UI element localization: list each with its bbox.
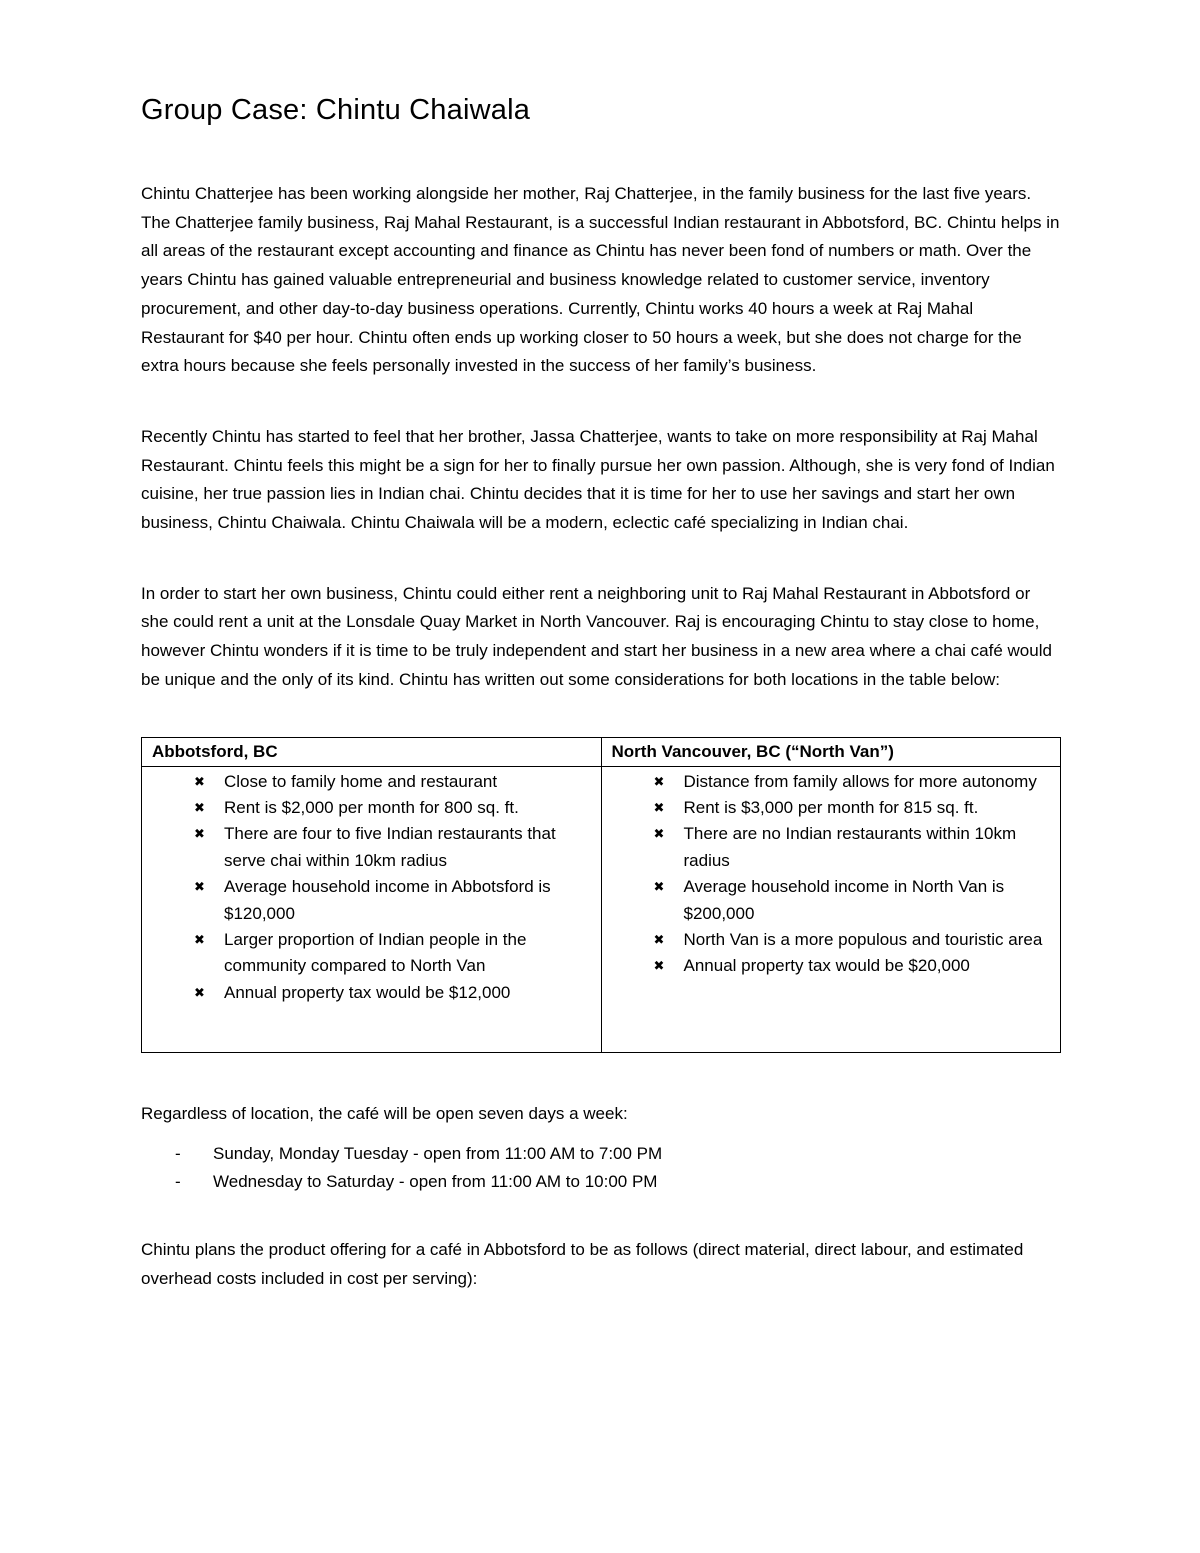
list-item: ✖ Rent is $2,000 per month for 800 sq. ft. xyxy=(152,795,591,821)
x-bullet-icon: ✖ xyxy=(194,826,205,842)
x-bullet-icon: ✖ xyxy=(194,773,205,789)
abbotsford-considerations-list xyxy=(152,769,591,1007)
column-header-north-van: North Vancouver, BC (“North Van”) xyxy=(601,737,1061,766)
list-item: ✖ Average household income in Abbotsford is $120,000 xyxy=(152,874,591,927)
list-item: ✖ North Van is a more populous and touristic area xyxy=(612,927,1051,953)
list-item: ✖ Rent is $3,000 per month for 815 sq. ft. xyxy=(612,795,1051,821)
schedule-intro: Regardless of location, the café will be open seven days a week: xyxy=(141,1103,628,1123)
list-item: - Wednesday to Saturday - open from 11:00 AM to 10:00 PM xyxy=(141,1168,1061,1196)
north-van-considerations-cell xyxy=(601,766,1061,1052)
document-title: Group Case: Chintu Chaiwala xyxy=(141,94,531,126)
list-item: ✖ Average household income in North Van is $200,000 xyxy=(612,874,1051,927)
list-item: ✖ Close to family home and restaurant xyxy=(152,769,591,795)
column-header-abbotsford: Abbotsford, BC xyxy=(142,737,602,766)
paragraph-motivation: Recently Chintu has started to feel that her brother, Jassa Chatterjee, wants to take on more responsibility at Raj Mahal Restaurant. Chintu feels this might be a sign for her to finally pursue her own passion. Although, she is very fond of Indian cuisine, her true passion lies in Indian chai. Chintu decides that it is time for her to use her savings and start her own business, Chintu Chaiwala. Chintu Chaiwala will be a modern, eclectic café specializing in Indian chai. xyxy=(141,426,1055,533)
list-item: - Sunday, Monday Tuesday - open from 11:00 AM to 7:00 PM xyxy=(141,1140,1061,1168)
list-item: ✖ There are no Indian restaurants within 10km radius xyxy=(612,821,1051,874)
x-bullet-icon: ✖ xyxy=(653,799,665,815)
north-van-considerations-list xyxy=(612,769,1051,980)
x-bullet-icon: ✖ xyxy=(194,984,205,1000)
document-page xyxy=(141,90,1061,1336)
location-comparison-table xyxy=(141,737,1061,1053)
list-item: ✖ Larger proportion of Indian people in the community compared to North Van xyxy=(152,927,591,980)
dash-bullet-icon: - xyxy=(175,1172,181,1192)
x-bullet-icon: ✖ xyxy=(653,931,665,947)
x-bullet-icon: ✖ xyxy=(653,773,665,789)
table-header-row xyxy=(142,737,1061,766)
list-item: ✖ There are four to five Indian restaurants that serve chai within 10km radius xyxy=(152,821,591,874)
x-bullet-icon: ✖ xyxy=(194,879,205,895)
list-item: ✖ Annual property tax would be $12,000 xyxy=(152,980,591,1006)
x-bullet-icon: ✖ xyxy=(653,958,665,974)
paragraph-location-options: In order to start her own business, Chintu could either rent a neighboring unit to Raj Mahal Restaurant in Abbotsford or she could rent a unit at the Lonsdale Quay Market in North Vancouver. Raj is encouraging Chintu to stay close to home, however Chintu wonders if it is time to be truly independent and start her business in a new area where a chai café would be unique and the only of its kind. Chintu has written out some considerations for both locations in the table below: xyxy=(141,583,1052,689)
paragraph-background: Chintu Chatterjee has been working alongside her mother, Raj Chatterjee, in the family business for the last five years. The Chatterjee family business, Raj Mahal Restaurant, is a successful Indian restaurant in Abbotsford, BC. Chintu helps in all areas of the restaurant except accounting and finance as Chintu has never been fond of numbers or math. Over the years Chintu has gained valuable entrepreneurial and business knowledge related to customer service, inventory procurement, and other day-to-day business operations. Currently, Chintu works 40 hours a week at Raj Mahal Restaurant for $40 per hour. Chintu often ends up working closer to 50 hours a week, but she does not charge for the extra hours because she feels personally invested in the success of her family’s business. xyxy=(141,184,1060,376)
x-bullet-icon: ✖ xyxy=(194,931,205,947)
list-item: ✖ Distance from family allows for more autonomy xyxy=(612,769,1051,795)
list-item: ✖ Annual property tax would be $20,000 xyxy=(612,953,1051,979)
dash-bullet-icon: - xyxy=(175,1144,181,1164)
schedule-list xyxy=(141,1140,1061,1196)
x-bullet-icon: ✖ xyxy=(194,799,205,815)
abbotsford-considerations-cell xyxy=(142,766,602,1052)
x-bullet-icon: ✖ xyxy=(653,879,665,895)
paragraph-product-offering: Chintu plans the product offering for a café in Abbotsford to be as follows (direct material, direct labour, and estimated overhead costs included in cost per serving): xyxy=(141,1240,1024,1288)
x-bullet-icon: ✖ xyxy=(653,826,665,842)
table-row xyxy=(142,766,1061,1052)
